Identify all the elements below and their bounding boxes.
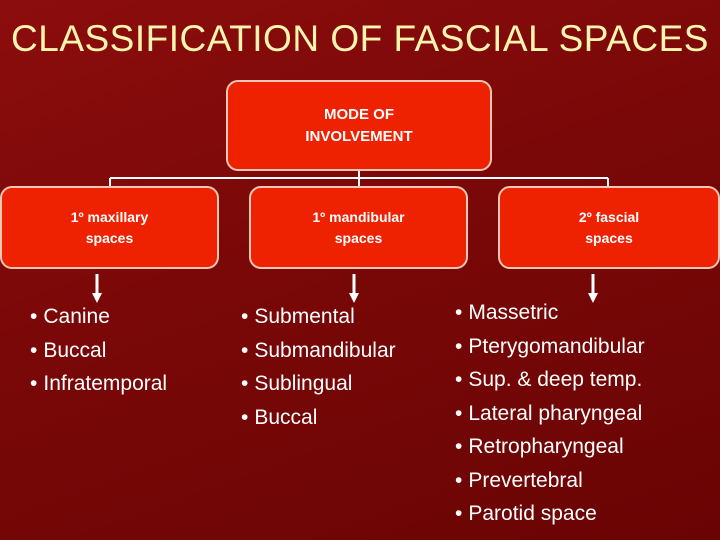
list-item: • Parotid space [455, 497, 645, 531]
category-node-maxillary [0, 186, 219, 269]
category-label: 1º maxillary spaces [70, 209, 149, 246]
category-node-secondary [498, 186, 720, 269]
list-item: • Pterygomandibular [455, 330, 645, 364]
list-item: • Retropharyngeal [455, 430, 645, 464]
list-item: • Canine [30, 300, 167, 334]
root-node [226, 80, 492, 171]
list-item: • Submandibular [241, 334, 396, 368]
list-item: • Infratemporal [30, 367, 167, 401]
secondary-spaces-list [455, 296, 645, 531]
root-label: MODE OF INVOLVEMENT [305, 105, 413, 145]
list-item: • Sublingual [241, 367, 396, 401]
list-item: • Prevertebral [455, 464, 645, 498]
mandibular-spaces-list [241, 300, 396, 434]
list-item: • Buccal [30, 334, 167, 368]
list-item: • Sup. & deep temp. [455, 363, 645, 397]
list-item: • Buccal [241, 401, 396, 435]
list-item: • Massetric [455, 296, 645, 330]
category-node-mandibular [249, 186, 468, 269]
category-label: 1º mandibular spaces [312, 209, 405, 246]
maxillary-spaces-list [30, 300, 167, 401]
list-item: • Lateral pharyngeal [455, 397, 645, 431]
page-title: CLASSIFICATION OF FASCIAL SPACES [11, 18, 709, 59]
list-item: • Submental [241, 300, 396, 334]
category-label: 2º fascial spaces [578, 209, 640, 246]
